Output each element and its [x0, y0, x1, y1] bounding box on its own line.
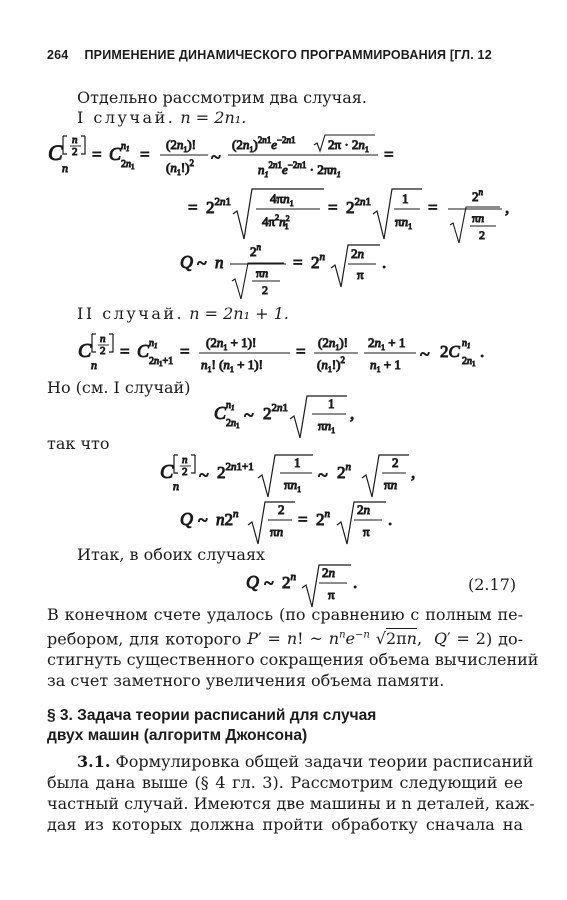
svg-text:C: C [78, 340, 92, 362]
svg-text:2n: 2$^n$ [337, 461, 351, 482]
case2-formula-line2 [214, 396, 354, 438]
svg-text:~: ~ [198, 510, 208, 530]
svg-text:=: = [296, 342, 306, 361]
svg-text:22n1: $2^{2n1}$ [346, 196, 371, 217]
svg-text:n2n: n2$^n$ [216, 508, 239, 529]
svg-text:C: C [160, 461, 174, 483]
svg-text:n: n [62, 161, 68, 175]
svg-text:2n: 2n [357, 502, 370, 517]
svg-text:~: ~ [264, 573, 274, 593]
svg-text:=: = [328, 198, 338, 217]
case2-condition: n = 2n₁ + 1. [189, 304, 289, 323]
section-title-line-1: § 3. Задача теории расписаний для случая [47, 707, 377, 724]
svg-text:2: 2 [392, 455, 399, 470]
svg-text:22n1: $2^{2n1}$ [206, 196, 231, 217]
svg-text:(n1!)2: $(n_1!)^2$ [166, 158, 195, 177]
case2-label: II случай. [77, 304, 185, 323]
conclusion-line-4: за счет заметного увеличения объема памяти. [47, 671, 445, 691]
conclusion-line-1: В конечном счете удалось (по сравнению с полным пе- [47, 605, 523, 624]
svg-text:n: n [173, 479, 179, 493]
svg-text:=: = [140, 145, 150, 164]
svg-text:n12n1e−2n1 · 2πn1: $n_1^{2n1}e^{-2n1} \cdot 2\pi n_1$ [258, 160, 341, 179]
summary-formula [246, 565, 357, 607]
svg-text:πn1: $\pi n_1$ [318, 418, 336, 435]
case1-formula-line1 [48, 134, 394, 179]
svg-text:n1: $n_1$ [462, 338, 471, 350]
svg-text:1: 1 [328, 396, 335, 411]
svg-text:πn1: $\pi n_1$ [395, 214, 413, 231]
svg-text:πn1: $\pi n_1$ [284, 477, 302, 494]
svg-text:n1: $n_1$ [226, 400, 235, 412]
svg-text:Q: Q [180, 509, 193, 529]
svg-text:.: . [480, 342, 485, 361]
svg-text:~: ~ [420, 344, 430, 364]
svg-text:~: ~ [211, 147, 221, 167]
svg-text:2n: 2$^n$ [250, 242, 261, 259]
svg-text:=: = [293, 253, 303, 272]
svg-text:(2n1 + 1)!: $(2n_1 + 1)$! [206, 335, 257, 352]
svg-text:2π · 2n1: $2\pi \cdot 2n_1$ [328, 137, 369, 154]
svg-text:2C: 2C [440, 342, 460, 361]
svg-text:2: 2 [182, 466, 188, 478]
svg-text:n: n [100, 333, 106, 345]
svg-text:C: C [214, 403, 227, 423]
svg-text:Q: Q [180, 252, 193, 272]
svg-text:=: = [120, 342, 130, 361]
svg-text:π: π [363, 524, 370, 539]
svg-text:π: π [328, 587, 335, 602]
case1-condition: n = 2n₁. [180, 108, 247, 127]
svg-text:n: n [72, 134, 78, 146]
svg-text:n: n [91, 358, 97, 372]
svg-text:~: ~ [244, 405, 254, 425]
svg-text:πn: πn [472, 211, 485, 225]
svg-text:n1: $n_1$ [121, 141, 130, 153]
svg-text:C: C [137, 341, 150, 361]
svg-text:=: = [188, 198, 198, 217]
svg-text:2n: 2$^n$ [472, 187, 483, 204]
svg-text:n1! (n1 + 1)!: $n_1$! $(n_1 + 1)$! [201, 357, 263, 374]
svg-text:(2n1)!: $(2n_1)$! [318, 335, 349, 352]
svg-text:n: n [215, 253, 224, 272]
summary-text: Итак, в обоих случаях [77, 545, 266, 564]
running-title: ПРИМЕНЕНИЕ ДИНАМИЧЕСКОГО ПРОГРАММИРОВАНИЯ [ГЛ. 12 [84, 48, 492, 62]
svg-text:2: 2 [100, 345, 106, 357]
svg-text:22n1: $2^{2n1}$ [263, 402, 288, 423]
svg-text:=: = [384, 145, 394, 164]
svg-text:πn: πn [270, 524, 284, 539]
svg-text:=: = [180, 342, 190, 361]
svg-text:1: 1 [294, 455, 301, 470]
svg-text:(n1!)2: $(n_1!)^2$ [317, 355, 346, 374]
conclusion-inline-formula: P′ = n! ~ $n^ne^{-n}$ √2πn, Q′ = 2 [247, 629, 486, 649]
so-text: так что [47, 434, 110, 453]
conclusion-line-3: стигнуть существенного сокращения объема вычислений [47, 650, 539, 670]
svg-text:1: 1 [402, 191, 409, 206]
svg-text:=: = [428, 198, 438, 217]
svg-text:2: 2 [479, 228, 485, 242]
svg-text:4πn1: $4\pi n_1$ [270, 191, 294, 208]
svg-text:=: = [92, 145, 102, 164]
svg-text:2n1 + 1: $2n_1 + 1$ [368, 335, 406, 352]
svg-text:2: 2 [72, 146, 78, 158]
conclusion-line-2: ребором, для которого P′ = n! ~ $n^ne^{-n}$ √2πn, Q′ = 2) до- [47, 629, 524, 649]
svg-text:=: = [298, 510, 308, 529]
svg-text:~: ~ [318, 465, 328, 485]
svg-text:πn: πn [384, 477, 398, 492]
svg-text:2n: 2$^n$ [316, 508, 330, 529]
but-text: Но (см. I случай) [47, 378, 191, 397]
svg-text:2: 2 [262, 283, 268, 297]
svg-text:22n1+1: $2^{2n1+1}$ [217, 461, 254, 482]
svg-text:2n: 2$^n$ [282, 571, 296, 592]
svg-text:(2n1)!: $(2n_1)$! [166, 137, 197, 154]
svg-text:,: , [350, 404, 355, 423]
subsection-line-1: 3.1. Формулировка общей задачи теории расписаний [77, 752, 534, 771]
svg-text:π: π [357, 267, 364, 282]
svg-text:~: ~ [197, 253, 207, 273]
svg-text:2n1: $2n_1$ [226, 418, 240, 430]
svg-text:Q: Q [246, 572, 259, 592]
equation-number: (2.17) [468, 575, 517, 594]
case1-formula-line2 [188, 187, 509, 243]
svg-text:2n: 2n [351, 246, 364, 261]
subsection-line-2: была дана выше (§ 4 гл. 3). Рассмотрим следующий ее [47, 773, 523, 792]
svg-text:,: , [411, 463, 416, 482]
svg-text:2n1+1: $2n_1+1$ [149, 356, 174, 368]
intro-text: Отдельно рассмотрим два случая. [77, 88, 367, 107]
svg-text:2n: 2$^n$ [311, 251, 325, 272]
svg-text:2n: 2n [322, 565, 335, 580]
svg-text:n1: $n_1$ [149, 338, 158, 350]
svg-text:(2n1)2n1e−2n1: $(2n_1)^{2n1}e^{-2n1}$ [232, 135, 296, 154]
svg-text:2: 2 [278, 502, 285, 517]
case2-formula-line3 [160, 454, 415, 497]
case1-label: I случай. [77, 108, 176, 127]
svg-text:.: . [382, 253, 387, 272]
svg-text:C: C [109, 144, 122, 164]
svg-text:,: , [505, 198, 510, 217]
svg-text:4π2n21: $4\pi^2n^2$ 1 [262, 213, 290, 231]
subsection-line-3: частный случай. Имеются две машины и n деталей, каж- [47, 794, 535, 813]
case2-formula-line4 [180, 502, 392, 544]
svg-text:2n1: $2n_1$ [462, 356, 476, 368]
svg-text:n: n [182, 454, 188, 466]
svg-text:2n1: $2n_1$ [121, 159, 135, 171]
page-number: 264 [47, 48, 69, 62]
svg-text:~: ~ [199, 465, 209, 485]
svg-text:.: . [388, 510, 393, 529]
subsection-line-4: дая из которых должна пройти обработку сначала на [47, 815, 523, 834]
svg-text:n1 + 1: $n_1 + 1$ [370, 357, 401, 374]
case1-formula-line3 [180, 242, 386, 299]
svg-text:.: . [353, 573, 358, 592]
case2-formula-line1 [78, 333, 484, 374]
svg-text:πn: πn [256, 266, 269, 280]
section-title-line-2: двух машин (алгоритм Джонсона) [47, 727, 308, 744]
svg-text:C: C [48, 140, 63, 165]
